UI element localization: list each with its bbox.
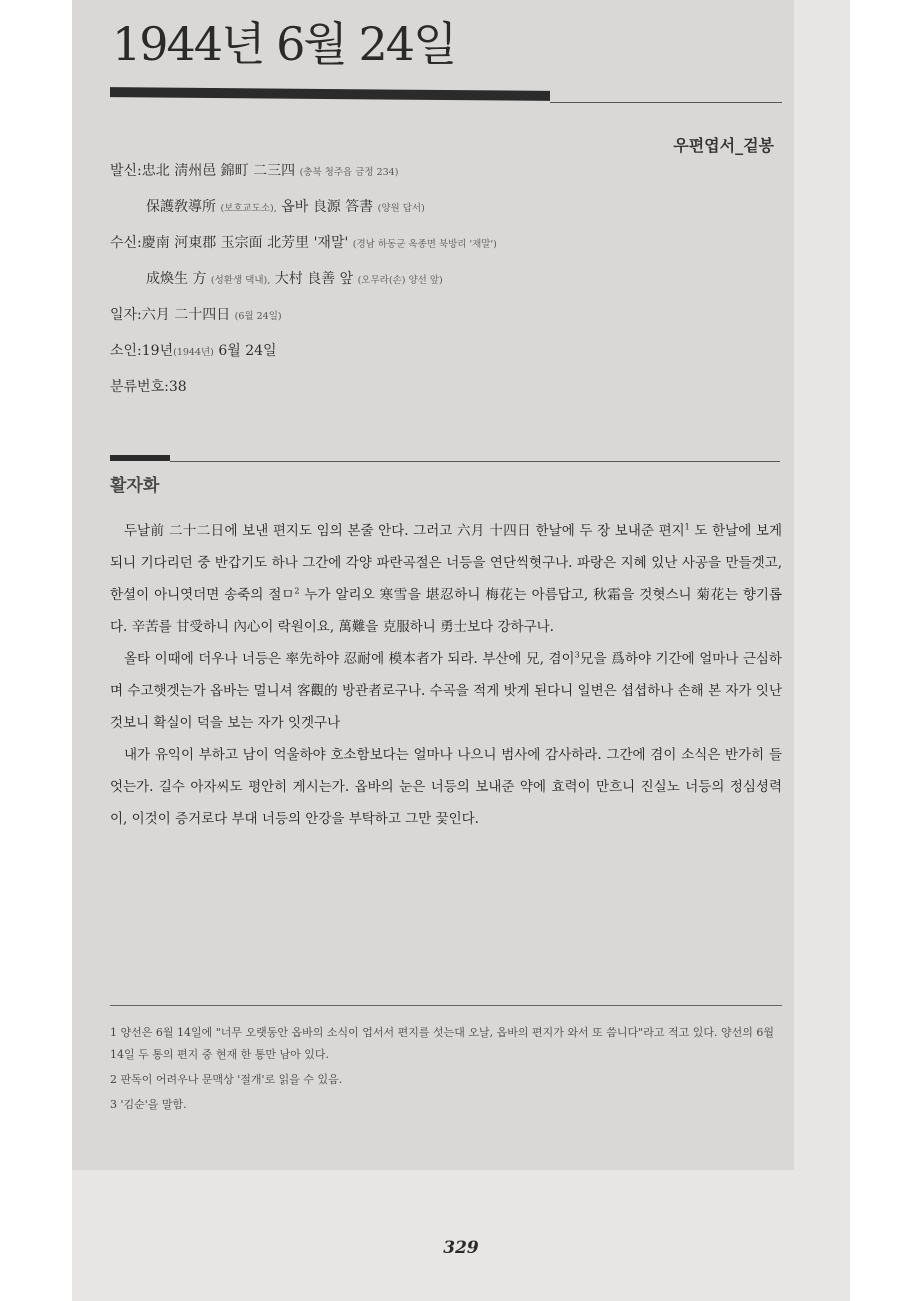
sender-address-note: (충북 청주읍 금정 234) bbox=[299, 167, 399, 178]
postmark-note: (1944년) bbox=[173, 347, 214, 358]
section-rule-thick bbox=[110, 455, 170, 461]
sender-name2-note: (양원 답서) bbox=[377, 203, 425, 214]
body-paragraph-2 bbox=[110, 643, 782, 739]
recipient-line bbox=[110, 232, 770, 256]
letter-panel bbox=[72, 0, 794, 1170]
recipient-address: 慶南 河東郡 玉宗面 北芳里 '재말' bbox=[141, 235, 349, 251]
footnote-2: 2 판독이 어려우나 문맥상 '절개'로 읽을 수 있음. bbox=[110, 1073, 343, 1086]
footnotes bbox=[110, 1022, 782, 1119]
recipient-name-line bbox=[110, 268, 770, 292]
postcard-type-label: 우편엽서_겉봉 bbox=[673, 136, 774, 155]
postmark-value: 19년 bbox=[141, 343, 174, 359]
date-value: 六月 二十四日 bbox=[141, 307, 231, 323]
section-title: 활자화 bbox=[110, 476, 160, 496]
body-text-span: 두날前 二十二日에 보낸 편지도 임의 본줄 안다. 그러고 六月 十四日 한날에 두 장 보내준 편지 bbox=[124, 523, 685, 539]
postmark-value2: 6월 24일 bbox=[218, 343, 277, 359]
recipient-name: 成煥生 方 bbox=[146, 271, 207, 287]
sender-name2: 옵바 良源 答書 bbox=[281, 199, 374, 215]
classification-line bbox=[110, 376, 770, 398]
footnote-rule bbox=[110, 1005, 782, 1006]
recipient-label: 수신: bbox=[110, 235, 142, 251]
footnote-3: 3 '김순'을 말함. bbox=[110, 1098, 187, 1111]
recipient-name-note: (성환생 댁내), bbox=[210, 275, 271, 286]
date-note: (6월 24일) bbox=[234, 311, 282, 322]
title-rule-thick bbox=[110, 87, 550, 101]
recipient-address-note: (경남 하동군 옥종면 북방리 '재말') bbox=[352, 239, 497, 250]
body-text-span: 올타 이때에 더우나 너등은 率先하야 忍耐에 模本者가 되라. 부산에 兄, 겸이 bbox=[124, 651, 575, 667]
page-number: 329 bbox=[443, 1238, 479, 1258]
letter-metadata bbox=[110, 160, 770, 410]
classification-label: 분류번호: bbox=[110, 379, 169, 395]
body-paragraph-3: 내가 유익이 부하고 남이 억울하야 호소함보다는 얼마나 나으니 범사에 감사하라. 그간에 겸이 소식은 반가히 들엇는가. 길수 아자씨도 평안히 게시는가. 옵바의 눈은 너등의 보내준 약에 효력이 만흐니 진실노 너등의 정심셩력이, 이것이 증거로다 부대 너등의 안강을 부탁하고 그만 끛인다. bbox=[110, 747, 782, 827]
footnote-ref-2[interactable]: 2 bbox=[294, 586, 300, 596]
recipient-name2: 大村 良善 앞 bbox=[274, 271, 354, 287]
sender-name: 保護敎導所 bbox=[146, 199, 216, 215]
postmark-label: 소인: bbox=[110, 343, 142, 359]
transcription-body bbox=[110, 515, 782, 835]
body-paragraph-1 bbox=[110, 515, 782, 643]
sender-label: 발신: bbox=[110, 163, 142, 179]
section-rule-thin bbox=[170, 461, 780, 462]
page-title: 1944년 6월 24일 bbox=[112, 17, 456, 71]
date-label: 일자: bbox=[110, 307, 142, 323]
date-line bbox=[110, 304, 770, 328]
body-text-span: 누가 알리오 寒雪을 堪忍하니 梅花는 아름답고, 秋霜을 것혓스니 菊花는 향기롭다. 辛苦를 甘受하니 內心이 락원이요, 萬難을 克服하니 勇士보다 강하구나. bbox=[110, 587, 782, 635]
sender-line bbox=[110, 160, 770, 184]
sender-address: 忠北 淸州邑 錦町 二三四 bbox=[141, 163, 296, 179]
classification-value: 38 bbox=[168, 379, 187, 395]
postmark-line bbox=[110, 340, 770, 364]
title-rule-thin bbox=[550, 102, 782, 103]
body-text-span: 兄을 爲하야 기간에 얼마나 근심하며 수고햇겟는가 옵바는 멀니셔 客觀的 방관者로구나. 수곡을 적게 밧게 된다니 일변은 셥셥하나 손해 본 자가 잇난 것보니 확실이 덕을 보는 자가 잇겟구나 bbox=[110, 651, 782, 731]
sender-name-line bbox=[110, 196, 770, 220]
book-page bbox=[72, 0, 850, 1301]
sender-name-note: (보호교도소), bbox=[220, 203, 277, 214]
body-text-span: 도 한날에 보게 되니 기다리던 중 반갑기도 하나 그간에 각양 파란곡절은 너등을 연단씩혓구나. 파랑은 지혜 있난 사공을 만들겟고, 한셜이 아니엿더면 송죽의 절ㅁ bbox=[110, 523, 782, 603]
footnote-1: 1 양선은 6월 14일에 "너무 오랫동안 옵바의 소식이 업서서 편지를 섯는대 오날, 옵바의 편지가 와서 또 씀니다"라고 적고 있다. 양선의 6월 14일 두 통의 편지 중 현재 한 통만 남아 있다. bbox=[110, 1026, 774, 1061]
recipient-name2-note: (오무라(손) 양선 앞) bbox=[357, 275, 443, 286]
footnote-ref-1[interactable]: 1 bbox=[684, 522, 690, 532]
footnote-ref-3[interactable]: 3 bbox=[574, 650, 580, 660]
